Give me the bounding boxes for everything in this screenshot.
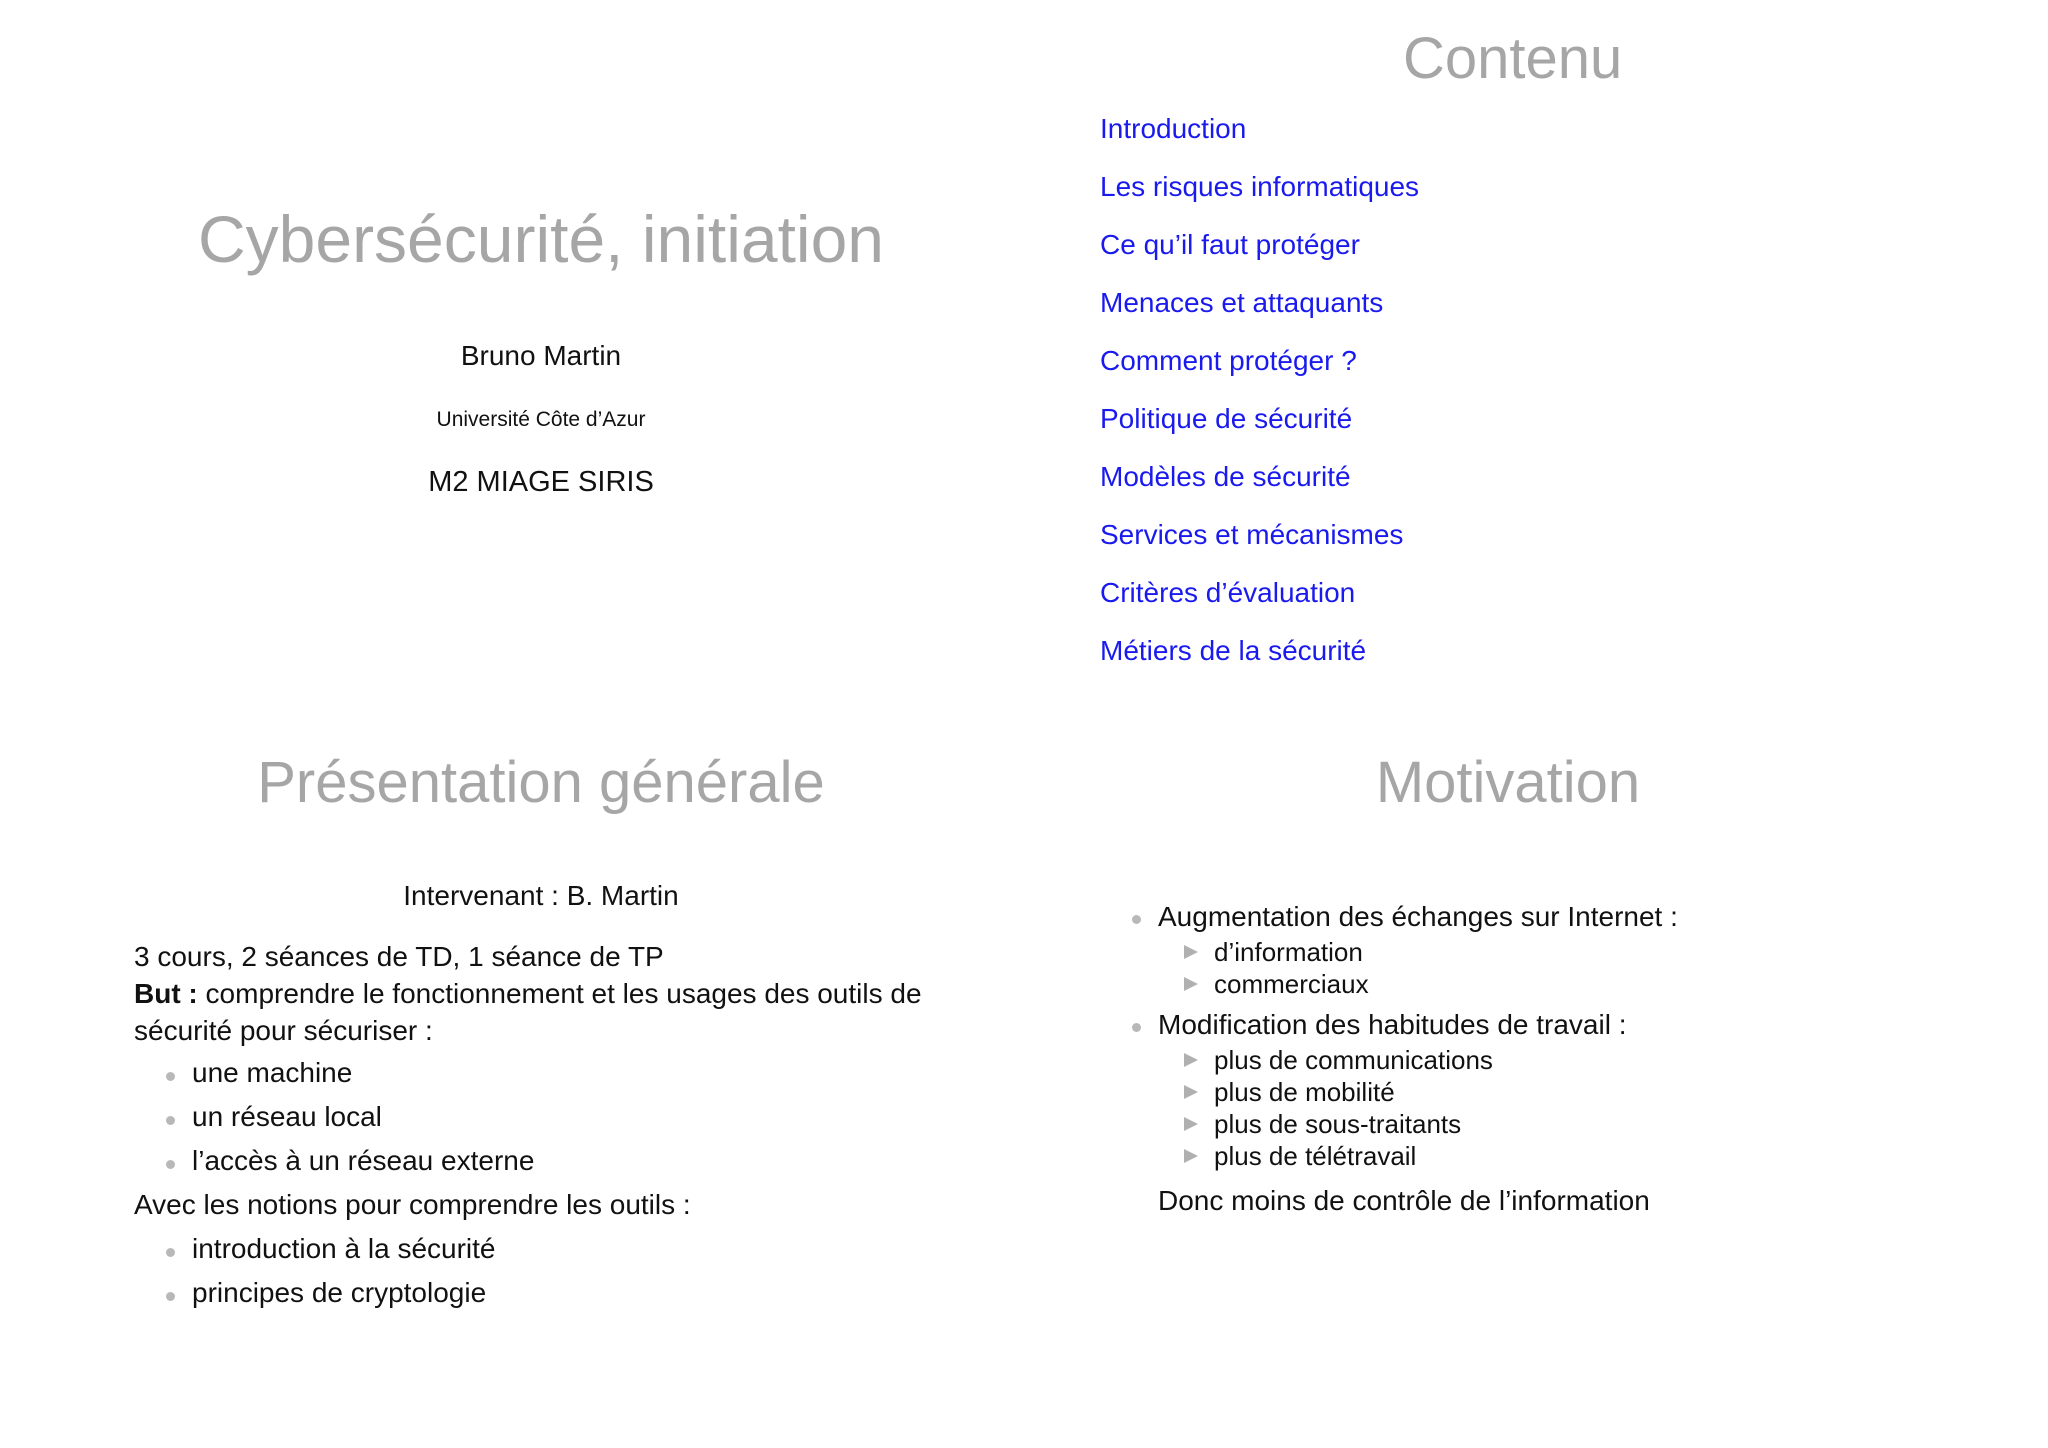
sub-item-text: plus de communications <box>1214 1045 1493 1075</box>
motivation-item-heading <box>1130 1006 2010 1044</box>
motivation-item-text: Modification des habitudes de travail : <box>1158 1009 1627 1040</box>
toc-item <box>1100 342 1419 400</box>
toc-item <box>1100 226 1419 284</box>
motivation-item <box>1130 898 2010 1000</box>
toc-item <box>1100 516 1419 574</box>
table-of-contents <box>1100 110 1419 690</box>
motivation-item-text: Augmentation des échanges sur Internet : <box>1158 901 1678 932</box>
toc-link-menaces[interactable]: Menaces et attaquants <box>1100 287 1384 318</box>
notions-list <box>160 1230 496 1318</box>
toc-item <box>1100 110 1419 168</box>
list-item-text: principes de cryptologie <box>192 1277 487 1308</box>
sub-list-item <box>1182 1044 2010 1076</box>
list-item <box>160 1142 534 1186</box>
sub-item-text: d’information <box>1214 937 1363 967</box>
sub-item-text: plus de mobilité <box>1214 1077 1395 1107</box>
bullet-icon <box>166 1160 175 1169</box>
toc-link-metiers[interactable]: Métiers de la sécurité <box>1100 635 1367 666</box>
notions-intro: Avec les notions pour comprendre les outils : <box>134 1189 691 1220</box>
sub-item-text: plus de télétravail <box>1214 1141 1417 1171</box>
list-item-text: une machine <box>192 1057 353 1088</box>
toc-link-modeles[interactable]: Modèles de sécurité <box>1100 461 1351 492</box>
goal-label: But : <box>134 978 198 1009</box>
motivation-item-heading <box>1130 898 2010 936</box>
bullet-icon <box>1132 915 1141 924</box>
course-name: M2 MIAGE SIRIS <box>428 466 654 498</box>
list-item <box>160 1098 534 1142</box>
list-item-text: introduction à la sécurité <box>192 1233 496 1264</box>
bullet-icon <box>1132 1023 1141 1032</box>
bullet-icon <box>166 1116 175 1125</box>
bullet-icon <box>166 1248 175 1257</box>
goal-text: comprendre le fonctionnement et les usages des outils de sécurité pour sécuriser : <box>134 978 922 1046</box>
toc-item <box>1100 400 1419 458</box>
triangle-bullet-icon <box>1184 1085 1198 1099</box>
toc-link-politique[interactable]: Politique de sécurité <box>1100 403 1353 434</box>
toc-item <box>1100 632 1419 690</box>
list-item <box>160 1274 496 1318</box>
toc-item <box>1100 458 1419 516</box>
sub-list-item <box>1182 968 2010 1000</box>
triangle-bullet-icon <box>1184 977 1198 991</box>
triangle-bullet-icon <box>1184 945 1198 959</box>
list-item-text: un réseau local <box>192 1101 382 1132</box>
toc-item <box>1100 284 1419 342</box>
goal-list <box>160 1054 534 1186</box>
sub-list <box>1182 1044 2010 1172</box>
sub-list-item <box>1182 936 2010 968</box>
motivation-conclusion: Donc moins de contrôle de l’information <box>1158 1185 1650 1216</box>
author-name: Bruno Martin <box>460 340 622 371</box>
sub-list-item <box>1182 1140 2010 1172</box>
sessions-line: 3 cours, 2 séances de TD, 1 séance de TP <box>134 941 664 972</box>
affiliation: Université Côte d’Azur <box>436 408 646 431</box>
bullet-icon <box>166 1072 175 1081</box>
toc-link-criteres[interactable]: Critères d’évaluation <box>1100 577 1356 608</box>
bullet-icon <box>166 1292 175 1301</box>
sub-list-item <box>1182 1076 2010 1108</box>
presentation-title: Cybersécurité, initiation <box>198 202 884 276</box>
contents-title: Contenu <box>1403 26 1623 91</box>
toc-item <box>1100 574 1419 632</box>
sub-item-text: plus de sous-traitants <box>1214 1109 1462 1139</box>
sub-item-text: commerciaux <box>1214 969 1369 999</box>
triangle-bullet-icon <box>1184 1117 1198 1131</box>
toc-link-proteger[interactable]: Ce qu’il faut protéger <box>1100 229 1360 260</box>
sub-list <box>1182 936 2010 1000</box>
motivation-title: Motivation <box>1375 750 1641 815</box>
toc-item <box>1100 168 1419 226</box>
sub-list-item <box>1182 1108 2010 1140</box>
toc-link-services[interactable]: Services et mécanismes <box>1100 519 1404 550</box>
list-item-text: l’accès à un réseau externe <box>192 1145 535 1176</box>
list-item <box>160 1054 534 1098</box>
intervenant-line: Intervenant : B. Martin <box>403 880 679 911</box>
list-item <box>160 1230 496 1274</box>
toc-link-risques[interactable]: Les risques informatiques <box>1100 171 1420 202</box>
triangle-bullet-icon <box>1184 1149 1198 1163</box>
toc-link-introduction[interactable]: Introduction <box>1100 113 1247 144</box>
toc-link-comment-proteger[interactable]: Comment protéger ? <box>1100 345 1357 376</box>
course-description <box>134 938 994 1049</box>
motivation-item <box>1130 1006 2010 1172</box>
triangle-bullet-icon <box>1184 1053 1198 1067</box>
presentation-section-title: Présentation générale <box>257 750 825 815</box>
